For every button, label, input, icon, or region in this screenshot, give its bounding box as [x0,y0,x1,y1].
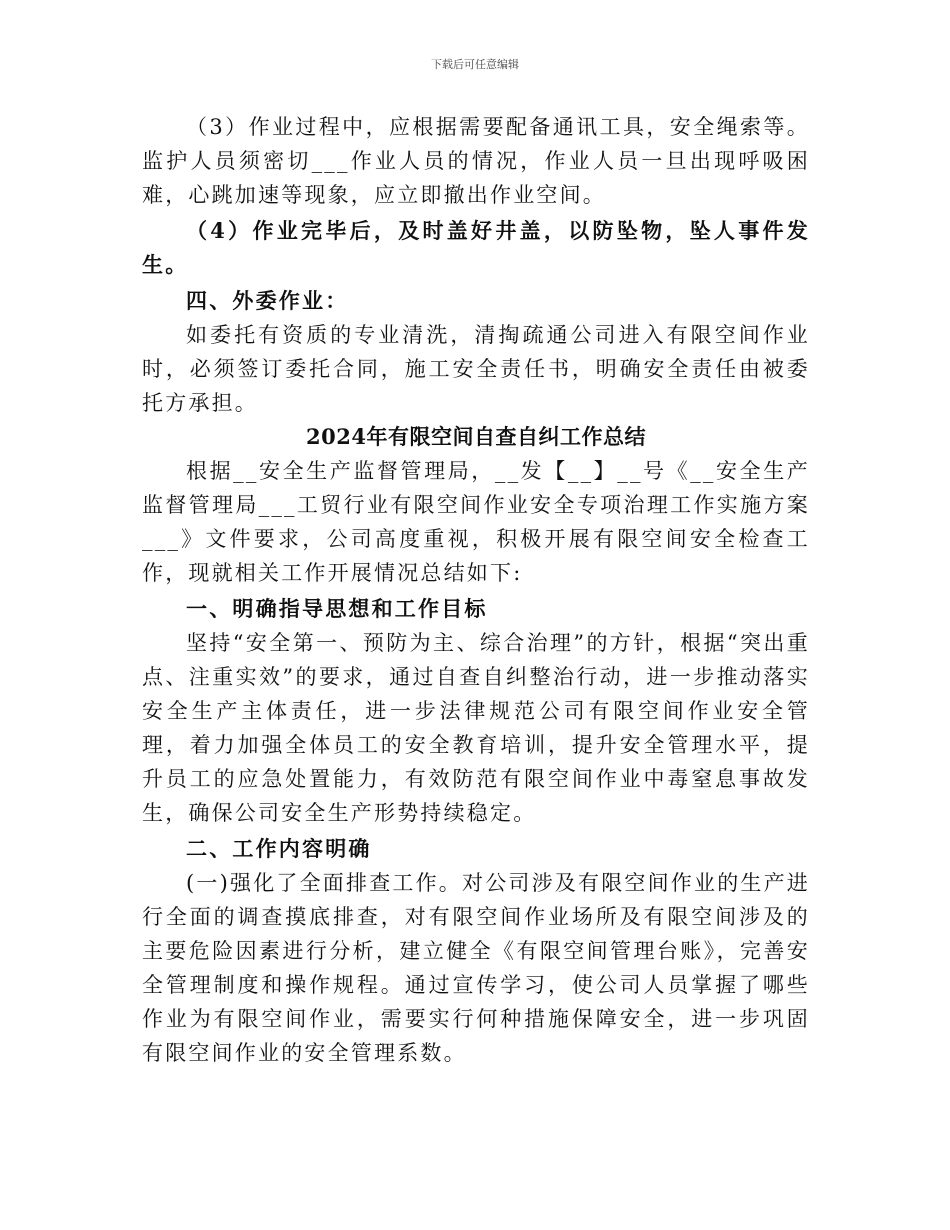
page-header: 下载后可任意编辑 [431,58,519,71]
paragraph-work-content: (一)强化了全面排查工作。对公司涉及有限空间作业的生产进行全面的调查摸底排查，对有限空间作业场所及有限空间涉及的主要危险因素进行分析，建立健全《有限空间管理台账》，完善安全管理制度和操作规程。通过宣传学习，使公司人员掌握了哪些作业为有限空间作业，需要实行何种措施保障安全，进一步巩固有限空间作业的安全管理系数。 [142,871,810,1065]
paragraph-3: （3）作业过程中，应根据需要配备通讯工具，安全绳索等。监护人员须密切___作业人员的情况，作业人员一旦出现呼吸困难，心跳加速等现象，应立即撤出作业空间。 [142,115,810,207]
paragraph-basis: 根据__安全生产监督管理局，__发【__】__号《__安全生产监督管理局___工贸行业有限空间作业安全专项治理工作实施方案___》文件要求，公司高度重视，积极开展有限空间安全检查工作，现就相关工作开展情况总结如下: [142,459,810,585]
document-title: 2024年有限空间自查自纠工作总结 [306,424,646,449]
paragraph-4: （4）作业完毕后，及时盖好井盖，以防坠物，坠人事件发生。 [142,218,810,277]
heading-guiding-thought: 一、明确指导思想和工作目标 [186,596,488,621]
paragraph-outsourced: 如委托有资质的专业清洗，清掏疏通公司进入有限空间作业时，必须签订委托合同，施工安全责任书，明确安全责任由被委托方承担。 [142,323,810,415]
document-body [142,110,810,1070]
paragraph-guiding-thought: 坚持“安全第一、预防为主、综合治理”的方针，根据“突出重点、注重实效”的要求，通过自查自纠整治行动，进一步推动落实安全生产主体责任，进一步法律规范公司有限空间作业安全管理，着力加强全体员工的安全教育培训，提升安全管理水平，提升员工的应急处置能力，有效防范有限空间作业中毒窒息事故发生，确保公司安全生产形势持续稳定。 [142,631,810,825]
heading-outsourced-work: 四、外委作业： [186,288,349,313]
heading-work-content: 二、工作内容明确 [186,836,372,861]
